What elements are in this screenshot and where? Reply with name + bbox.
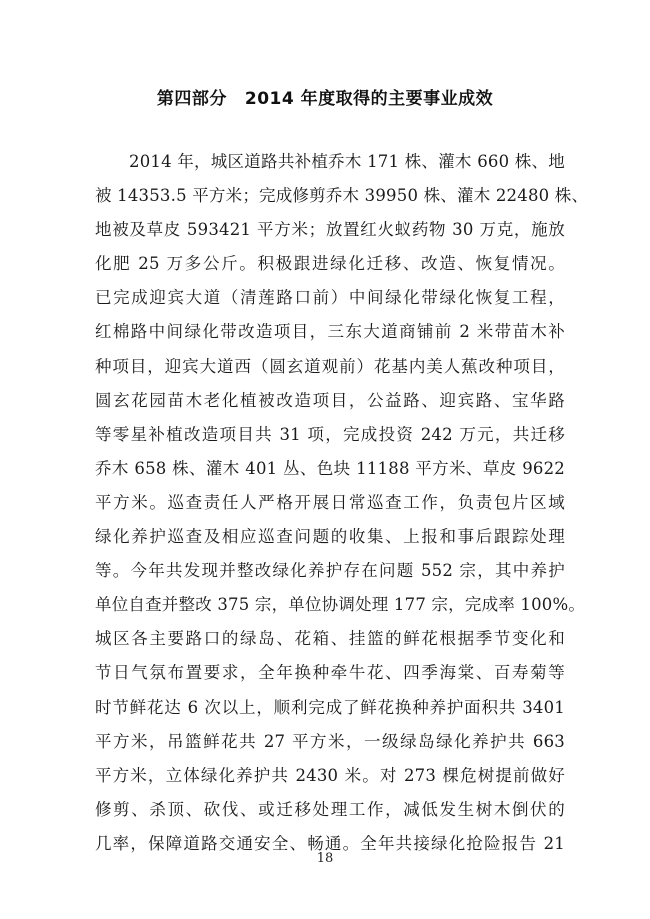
paragraph-line: 红棉路中间绿化带改造项目，三东大道商铺前 2 米带苗木补 xyxy=(95,322,565,342)
paragraph-line: 等。今年共发现并整改绿化养护存在问题 552 宗，其中养护 xyxy=(95,561,565,581)
paragraph-line: 乔木 658 株、灌木 401 丛、色块 11188 平方米、草皮 9622 xyxy=(95,458,565,478)
paragraph-line: 时节鲜花达 6 次以上，顺利完成了鲜花换种养护面积共 3401 xyxy=(95,697,565,717)
section-title: 2014 年度取得的主要事业成效 xyxy=(244,89,494,109)
paragraph-line: 平方米，吊篮鲜花共 27 平方米，一级绿岛绿化养护共 663 xyxy=(95,731,565,751)
paragraph-line: 节日气氛布置要求，全年换种牵牛花、四季海棠、百寿菊等 xyxy=(95,663,565,683)
paragraph-line: 几率，保障道路交通安全、畅通。全年共接绿化抢险报告 21 xyxy=(95,833,565,853)
body-paragraph xyxy=(95,145,589,861)
paragraph-line: 绿化养护巡查及相应巡查问题的收集、上报和事后跟踪处理 xyxy=(95,527,565,547)
paragraph-line: 城区各主要路口的绿岛、花箱、挂篮的鲜花根据季节变化和 xyxy=(95,629,565,649)
section-part-label: 第四部分 xyxy=(156,89,227,109)
paragraph-line: 单位自查并整改 375 宗，单位协调处理 177 宗，完成率 100%。 xyxy=(95,595,586,615)
paragraph-line: 化肥 25 万多公斤。积极跟进绿化迁移、改造、恢复情况。 xyxy=(95,254,565,274)
paragraph-line: 地被及草皮 593421 平方米；放置红火蚁药物 30 万克，施放 xyxy=(95,220,565,240)
page-number: 18 xyxy=(316,851,334,866)
paragraph-line: 被 14353.5 平方米；完成修剪乔木 39950 株、灌木 22480 株、 xyxy=(95,186,589,206)
paragraph-line: 等零星补植改造项目共 31 项，完成投资 242 万元，共迁移 xyxy=(95,424,565,444)
paragraph-line: 已完成迎宾大道（清莲路口前）中间绿化带绿化恢复工程， xyxy=(95,288,565,308)
paragraph-line: 修剪、杀顶、砍伐、或迁移处理工作，减低发生树木倒伏的 xyxy=(95,799,565,819)
paragraph-line: 平方米，立体绿化养护共 2430 米。对 273 棵危树提前做好 xyxy=(95,765,565,785)
paragraph-line: 种项目，迎宾大道西（圆玄道观前）花基内美人蕉改种项目， xyxy=(95,356,565,376)
paragraph-line: 圆玄花园苗木老化植被改造项目，公益路、迎宾路、宝华路 xyxy=(95,390,565,410)
section-heading xyxy=(0,84,650,109)
paragraph-line: 平方米。巡查责任人严格开展日常巡查工作，负责包片区域 xyxy=(95,492,565,512)
paragraph-line: 2014 年，城区道路共补植乔木 171 株、灌木 660 株、地 xyxy=(129,152,565,171)
